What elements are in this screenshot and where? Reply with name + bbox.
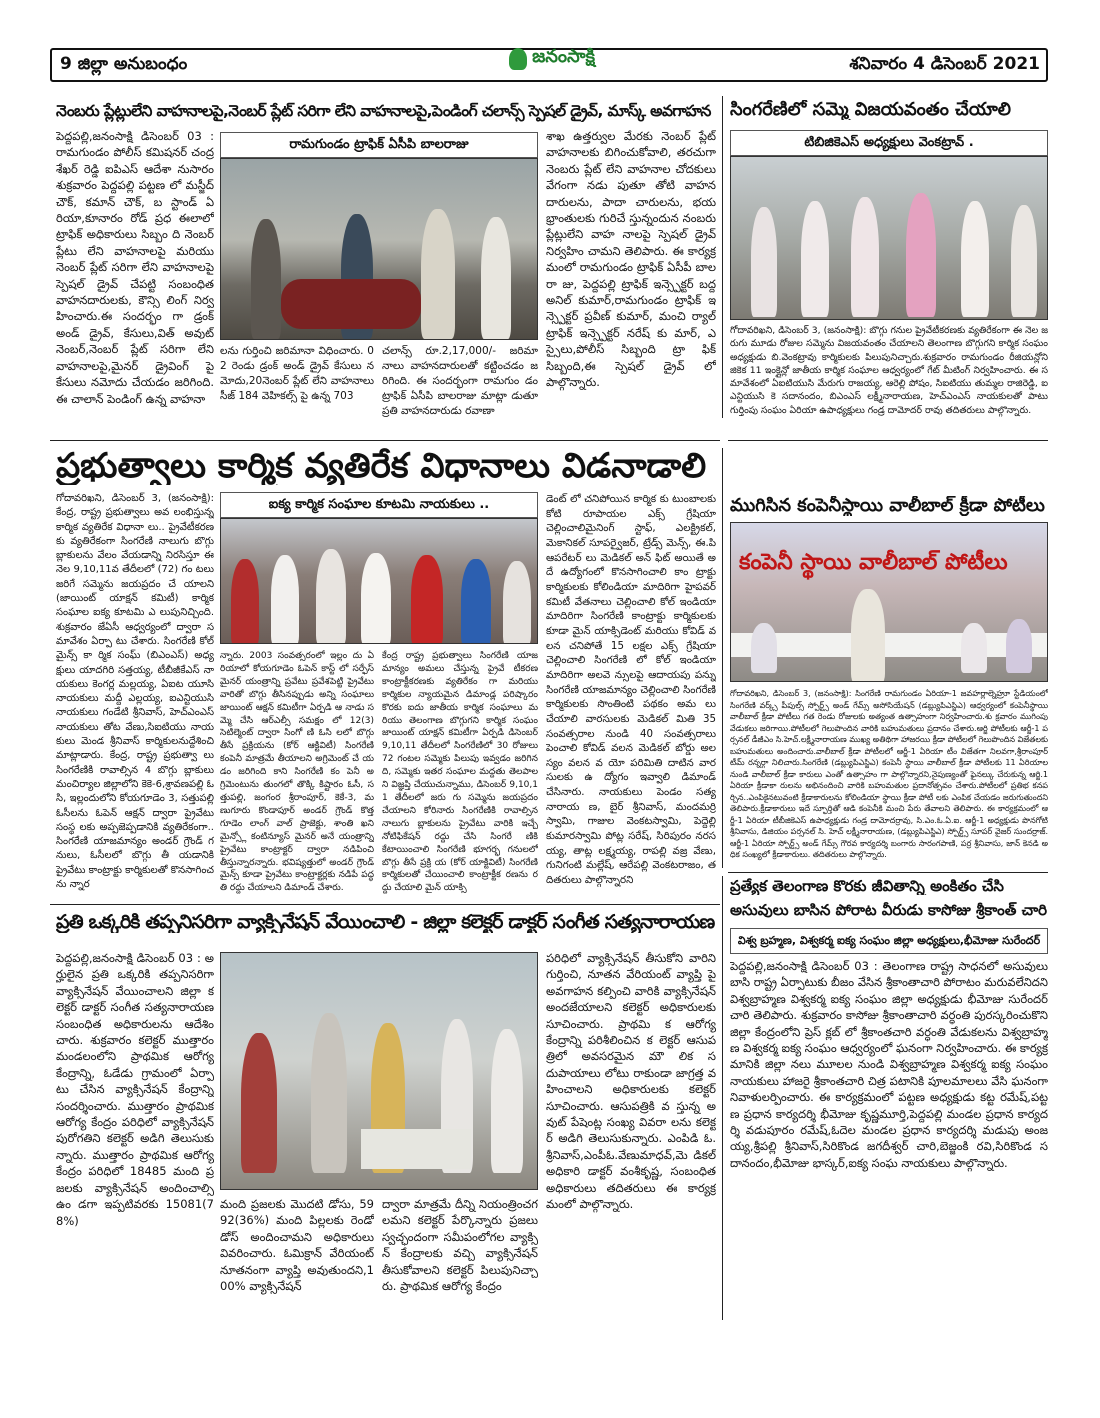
story3-col3: ద్వారా మాత్రమే దీన్ని నియంత్రించగ లమని కలెక్టర్ పేర్కొన్నారు ప్రజలు స్వచ్ఛందంగా సమీపంలోగల వ్యాక్సి న్ కేంద్రాలకు వచ్చి వ్యాక్సినేషన్ తీసుకోవాలని కలెక్టర్ పిలుపునిచ్చా రు. ప్రాథమిక ఆరోగ్య కేంద్రం xyxy=(382,1197,538,1294)
masthead xyxy=(498,46,606,80)
column-divider xyxy=(722,96,723,418)
section-rule xyxy=(50,904,720,905)
story2-union-photo xyxy=(220,518,538,644)
volleyball-headline: ముగిసిన కంపెనీస్థాయి వాలీబాల్ క్రీడా పోటీలు xyxy=(730,496,1045,516)
story1-col2: లను గుర్తించి జరిమానా విధించారు. 02 రెండు డ్రంక్ అండ్ డ్రైవ్ కేసులు నమోదు,20నెంబర్ ప్లేట్ లేని వాహనాలు సీజ్ 184 వెహికల్స్ పై ఉన్న 703 xyxy=(220,345,374,402)
story1-headline: నెంబరు ప్లేట్లులేని వాహనాలపై,నెంబర్ ప్లేట్ సరిగా లేని వాహనాలపై,పెండింగ్ చలాన్స్ స్పెషల్ డ్రైవ్, మాస్క్ అవగాహన xyxy=(56,102,711,120)
srikanth-headline-line2: అసువులు బాసిన పోరాట వీరుడు కాసోజు శ్రీకాంత్ చారి xyxy=(730,902,1048,919)
story3-vaccine-photo xyxy=(220,952,538,1190)
story2-photo-caption: ఐక్య కార్మిక సంఘాల కూటమి నాయకులు .. xyxy=(220,492,538,518)
story1-col1: పెద్దపల్లి,జనంసాక్షి డిసెంబర్ 03 : రామగుండం పోలీస్ కమిషనర్ చంద్రశేఖర్ రెడ్డి ఐపిఎస్ ఆదేశా నుసారం శుక్రవారం పెద్దపల్లి పట్టణ లో మస్జీద్ చౌక్, కమాన్ చౌక్, బ స్టాండ్ ఏరియా,కూనారం రోడ్ ప్రధ ఈలాలో ట్రాఫిక్ అధికారులు సిబ్బం ది నెంబర్ ప్లేటు లేని వాహనాలపై మరియు నెంబర్ ప్లేట్ సరిగా లేని వాహనాలపై స్పెషల్ డ్రైవ్ చేపట్టి సంబంధిత వాహనదారులకు, కౌన్సి లింగ్ నిర్వహించారు.ఈ సందర్భం గా డ్రంక్ అండ్ డ్రైవ్, కేసులు,విత్ అవుట్ నెంబర్,నెంబర్ ప్లేట్ సరిగా లేని వాహనాలపై,మైనర్ డ్రైవింగ్ పై కేసులు నమోదు చేయడం జరిగింది. ఈ చాలాన్ పెండింగ్ ఉన్న వాహనా xyxy=(56,129,214,406)
story3-headline: ప్రతి ఒక్కరికి తప్పనిసరిగా వ్యాక్సినేషన్ వేయించాలి - జిల్లా కలెక్టర్ డాక్టర్ సంగీత సత్యనారాయణ xyxy=(56,912,715,933)
srikanth-body: పెద్దపల్లి,జనంసాక్షి డిసెంబర్ 03 : తెలంగాణ రాష్ట్ర సాధనలో అసువులు బాసి రాష్ట్ర ఏర్పాటుకు బీజం వేసిన శ్రీకాంతాచారి పోరాటం మరువలేనిదని విశ్వబ్రాహ్మణ విశ్వకర్మ ఐక్య సంఘం జిల్లా అధ్యక్షుడు భీమోజు సురేందర్ చారి తెలిపారు. శుక్రవారం కాసోజు శ్రీకాంతాచారి వర్ధంతి పురస్కరించుకొని జిల్లా కేంద్రంలోని ప్రెస్ క్లబ్ లో శ్రీకాంతచారి వర్ధంతి వేడుకలను విశ్వబ్రాహ్మణ విశ్వకర్మ ఐక్య సంఘం ఆధ్వర్యంలో ఘనంగా నిర్వహించారు. ఈ కార్యక్రమానికి జిల్లా నలు మూలల నుండి విశ్వబ్రాహ్మణ విశ్వకర్మ ఐక్య సంఘం నాయకులు హాజరై శ్రీకాంతచారి చిత్ర పటానికి పూలమాలలు వేసి ఘనంగా నివాళులర్పించారు. ఈ కార్యక్రమంలో పట్టణ అధ్యక్షుడు కట్ట రమేష్,పట్టణ ప్రధాన కార్యదర్శి భీమోజు కృష్ణమూర్తి,పెద్దపల్లి మండల ప్రధాన కార్యదర్శి వడుపూరం రమేష్,ఓదెల మండల ప్రధాన కార్యదర్శి మడుపు అంజయ్య,శ్రీపల్లి శ్రీనివాస్,సిరికొండ జగదీశ్వర్ చారి,బెజ్జంకి రవి,సిరికొండ సదానందం,భీమోజు భాస్కర్,ఐక్య సంఘ నాయకులు పాల్గొన్నారు. xyxy=(730,959,1048,1170)
srikanth-headline-line1: ప్రత్యేక తెలంగాణ కొరకు జీవితాన్ని అంకితం చేసి xyxy=(730,878,1004,895)
volleyball-body: గోదావరిఖని, డిసెంబర్ 3, (జనంసాక్షి): సింగరేణి రామగుండం ఏరియా-1 జవహర్లాల్నెహ్రూ స్టేడియంలో సింగరేణి వర్క్స్ పీపుల్స్ స్పోర్ట్స్ అండ్ గేమ్స్ అసోసియేషన్ (డబ్ల్యుపిఎస్జిఎ) ఆధ్వర్యంలో కంపెనీస్థాయి వాలీబాల్ క్రీడా పోటీలు గత రెండు రోజులకు అత్యంత ఉత్సాహంగా నిర్వహించారు.శు క్రవారం ముగింపు వేడుకలు జరిగాయి.పోటీలలో గెలుపొందిన వారికి బహుమతులు ప్రదానం చేశారు.ఆర్జి పోటీలకు ఆర్జీ-1 పర్సనల్ డీజీఎం సి.హెచ్.లక్ష్మీనారాయణ ముఖ్య అతిథిగా హాజరయి క్రీడా పోటీలలో గెలుపొందిన విజేతలకు బహుమతులు అందించారు.వాలీబాల్ క్రీడా పోటీలలో ఆర్జీ-1 ఏరియా టీం విజేతగా నిలవగా,శ్రీరాంపూర్ టీమ్ రన్నర్గా నిలిచారు.సింగరేణి (డబ్ల్యుపిఎస్జిఎ) కంపెనీ స్థాయి వాలీబాల్ క్రీడా పోటీలకు 11 ఏరియాల నుండి వాలీబాల్ క్రీడా కారులు ఎంతో ఉత్సాహం గా పాల్గొన్నారని,నైపుణ్యంతో ఫైనల్కు చేరుకున్న ఆర్జి.1 ఏరియా క్రీడాకా రులను అభినందించి వారికి బహుమతుల ప్రదానోత్సవం చేశారు.పోటీలలో ప్రతిభ కనపర్చిన..ఎంపికైనటువంటి క్రీడాకారులను కోలిండియా స్థాయి క్రీడా పోటీ లకు ఎంపిక చేయడం జరుగుతుందని తెలిపారు.క్రీడాకారులు ఇదే స్ఫూర్తితో ఆడి కంపెనీకి మంచి పేరు తేవాలని తెలిపారు. ఈ కార్యక్రమంలో ఆర్జీ-1 ఏరియా టీబీజికెఎస్ ఉపాధ్యక్షుడు గండ్ర దామోదర్రావు, సి.ఎం.ఓ.ఏ.ఐ. ఆర్జీ-1 అధ్యక్షుడు పొనగోటి శ్రీనివాసు, డిజియం పర్సనల్ సి. హెచ్ లక్ష్మీనారాయణ, (డబ్ల్యుపిఎస్జిఎ) స్పోర్ట్స్ సూపర్ వైజర్ సుందర్రాజ్. ఆర్జీ-1 ఏరియా స్పోర్ట్స్ అండ్ గేమ్స్ గౌరవ కార్యదర్శి బంగారు సారంగపాణి, పర్ర శ్రీనివాసు, జాన్ కెనడి అధిక సంఖ్యలో క్రీడాకారులు. తదితరులు పాల్గొన్నారు. xyxy=(730,689,1048,859)
volleyball-photo xyxy=(730,522,1048,682)
story3-col1: పెద్దపల్లి,జనంసాక్షి డిసెంబర్ 03 : అర్హులైన ప్రతి ఒక్కరికి తప్పనిసరిగా వ్యాక్సినేషన్ వేయించాలని జిల్లా క లెక్టర్ డాక్టర్ సంగీత సత్యనారాయణ సంబంధిత అధికారులను ఆదేశిం చారు. శుక్రవారం కలెక్టర్ ముత్తారం మండలంలోని ప్రాథమిక ఆరోగ్య కేంద్రాన్ని, ఓడేడు గ్రామంలో ఏర్పా టు చేసిన వ్యాక్సినేషన్ కేంద్రాన్ని సందర్శించారు. ముత్తారం ప్రాథమిక ఆరోగ్య కేంద్రం పరిధిలో వ్యాక్సినేషన్ పురోగతిని కలెక్టర్ అడిగి తెలుసుకు న్నారు. ముత్తారం ప్రాథమిక ఆరోగ్య కేంద్రం పరిధిలో 18485 మంది ప్ర జలకు వ్యాక్సినేషన్ అందించాల్సి ఉం డగా ఇప్పటివరకు 15081(78%) xyxy=(56,951,214,1228)
singareni-photo xyxy=(730,156,1048,320)
volleyball-banner-text: కంపెనీ స్థాయి వాలీబాల్ పోటీలు xyxy=(739,550,1008,575)
masthead-logo-icon xyxy=(509,48,527,70)
story1-photo-caption: రామగుండం ట్రాఫిక్ ఏసీపి బాలరాజు xyxy=(220,132,538,158)
srikanth-caption: విశ్వ బ్రహ్మణ, విశ్వకర్మ ఐక్య సంఘం జిల్లా అధ్యక్షులు,భీమోజు సురేందర్ xyxy=(730,928,1048,954)
masthead-title: జనంసాక్షి xyxy=(532,46,595,67)
issue-date: శనివారం 4 డిసెంబర్ 2021 xyxy=(849,54,1040,74)
column-divider xyxy=(722,448,723,868)
vaccine-table xyxy=(361,1129,471,1169)
section-rule xyxy=(50,440,720,441)
singareni-body: గోదావరిఖని, డిసెంబర్ 3, (జనంసాక్షి): బొగ్గు గనుల ప్రైవేటీకరణకు వ్యతిరేకంగా ఈ నెల జరుగు మూడు రోజుల సమ్మెను విజయవంతం చేయాలని తెలంగాణ బొగ్గుగని కార్మిక సంఘం అధ్యక్షుడు బి.వెంకట్రావు కార్మికులకు పిలుపునిచ్చారు.శుక్రవారం రామగుండం రీజియన్లోని జికెక 11 ఇంక్లైన్లో జాతీయ కార్మిక సంఘాల ఆధ్వర్యంలో గేట్ మీటింగ్ నిర్వహించారు. ఈ సమావేశంలో ఏఐటియుసి మేరుగు రాజయ్య, ఆరెల్లి పోషం, సిఐటియు తుమ్మల రాజిరెడ్డి, ఐఎన్టియుసి కె సదానందం, బిఎంఎస్ లక్ష్మీనారాయణ, హెచ్ఎంఎస్ నాయకులతో పాటు గుర్తింపు సంఘం ఏరియా ఉపాధ్యక్షులు గండ్ర దామోదర్ రావు తదితరులు పాల్గొన్నారు. xyxy=(730,325,1048,416)
story1-col3: చలాన్స్ రూ.2,17,000/- జరిమా నాలు వాహనదారులతో కట్టించడం జరిగింది. ఈ సందర్భంగా రామగుం డం ట్రాఫిక్ ఏసీపి బాలరాజు మాట్లా డుతూ ప్రతి వాహనదారుడు రవాణా xyxy=(382,345,538,417)
story2-col1: గోదావరిఖని, డిసెంబర్ 3, (జనంసాక్షి): కేంద్ర, రాష్ట్ర ప్రభుత్వాలు అవ లంభిస్తున్న కార్మిక వ్యతిరేక విధానా లు.. ప్రైవేటీకరణకు వ్యతిరేకంగా సింగరేణి నాలుగు బొగ్గు బ్లాకులను వేలం వేయడాన్ని నిరసిస్తూ ఈ నెల 9,10,11వ తేదీలలో (72) గం టలు జరిగే సమ్మెను జయప్రదం చే యాలని (జాయింట్ యాక్షన్ కమిటీ) కార్మిక సంఘాల ఐక్య కూటమి ఎ లుపునిచ్చింది.శుక్రవారం జేఏసీ ఆధ్వర్యంలో ద్వారా సమావేశం ఏర్పా టు చేశారు. సింగరేణి కోల్ మైన్స్ కా ర్మిక సంఘ్ (బిఎంఎస్) అధ్యక్షులు యాదగిరి సత్తయ్య, టీబీజీకేఎస్ నా యకులు కెంగర్ల మల్లయ్య, ఏఐట యూసి నాయకులు మద్దీ ఎల్లయ్య, ఐఎన్టియుసి నాయకులు గండేటి శ్రీనివాస్, హెచ్ఎంఎస్ నాయకులు తోట వేణు,సిఐటియు నాయకులు మెండ శ్రీనివాస్ కార్మికులనుద్దేశించి మాట్లాడారు. కేంద్ర, రాష్ట్ర ప్రభుత్వా లు సింగరేణికి రావాల్సిన 4 బొగ్గు బ్లాకులు మంచిర్యాల జిల్లాలోని కెకె-6,శ్రావణపల్లి ఓసి, ఇల్లందులోని కోయగూడెం 3, సత్తుపల్లి ఓసీలను ఓపెన్ ఆక్షన్ ద్వారా ప్రైవేటు సంస్థ లకు అప్పజెప్పడానికి వ్యతిరేకంగా.. సింగరేణి యాజమాన్యం అండర్ గ్రౌండ్ గనులు, ఓసీలలో బొగ్గు తీ యడానికి ప్రైవేటు కాంట్రాక్టు కార్మికులతో కొనసాగించను న్నార xyxy=(56,493,214,891)
story1-traffic-photo xyxy=(220,158,538,340)
section-rule xyxy=(728,440,1048,441)
page-number-section: 9 జిల్లా అనుబంధం xyxy=(60,54,188,74)
singareni-photo-caption: టిబిజికెఎస్ అధ్యక్షులు వెంకట్రావ్ . xyxy=(730,130,1048,156)
column-divider xyxy=(722,876,723,1320)
story2-headline: ప్రభుత్వాలు కార్మిక వ్యతిరేక విధానాలు విడనాడాలి xyxy=(56,448,707,486)
story2-col2: న్నారు. 2003 సంవత్సరంలో ఇల్లం దు ఏరియాలో కోయగూడెం ఓపెన్ కాస్ట్ లో సర్ఫేస్ మైనర్ యంత్రాన్ని ప్రవేటు ప్రవేశపెట్టి ప్రైవేటు వారితో బొగ్గు తీసినప్పుడు అన్ని సంఘాలు జాయింట్ ఆక్షన్ కమిటీగా ఏర్పడి ఆ నాడు సమ్మె చేసి ఆర్ఎల్సీ సమక్షం లో 12(3) సెటిల్మెంట్ ద్వారా సింగో ణి ఓసి లలో బొగ్గు తీసే ప్రక్రియను (కోర్ ఆక్టివిటీ) సింగరేణి కంపెనీ మాత్రమే తీయాలని అగ్రిమెంట్ చే యడం జరిగింది కాని సింగరేణి కం పెనీ అగ్రిమెంటును తుంగలో తొక్కి కిష్టారం ఓసీ, సత్తుపల్లి, జంగంర శ్రీరాంపూర్, కెకే-3, మణుగూరు కొండాపూర్ అండర్ గ్రౌండ్ కొత్త గూడెం లాంగ్ వాల్ ప్రాజెక్టు, శాంతి ఖని మైన్స్లో కంటిన్యూస్ మైనర్ అనే యంత్రాన్ని ప్రైవేటు కాంట్రాక్టర్ ద్వారా నడిపించి తీస్తున్నారన్నారు. భవిష్యత్తులో అండర్ గ్రౌండ్ మైన్స్ కూడా ప్రైవేటు కాంట్రాక్టర్లకు నడిపే పద్ధతి రద్దు చేయాలని డిమాండ్ చేశారు. xyxy=(220,651,374,894)
story3-col4: పరిధిలో వ్యాక్సినేషన్ తీసుకోని వారిని గుర్తించి, నూతన వేరియంట్ వ్యాప్తి పై అవగాహన కల్పించి వారికి వ్యాక్సినేషన్ అందజేయాలని కలెక్టర్ అధికారులకు సూచించారు. ప్రాథమి క ఆరోగ్య కేంద్రాన్ని పరిశీలించిన క లెక్టర్ ఆసుపత్రిలో అవసరమైన మౌ లిక సదుపాయాలు లోటు రాకుండా జాగ్రత్త వహించాలని అధికారులకు కలెక్టర్ సూచించారు. ఆసుపత్రికి వ స్తున్న అవుట్ పేషెంట్ల సంఖ్య వివరా లను కలెక్టర్ అడిగి తెలుసుకున్నారు. ఎంపిడి ఓ.శ్రీనివాస్,ఎంపీఓ.వేణుమాధవ్,మె డికల్ అధికారి డాక్టర్ వంశీకృష్ణ, సంబంధిత అధికారులు తదితరులు ఈ కార్యక్రమంలో పాల్గొన్నారు. xyxy=(546,951,716,1212)
story2-col4: డెంట్ లో చనిపోయిన కార్మిక కు టుంబాలకు కోటి రూపాయల ఎక్స్ గ్రేషియా చెల్లించాలిమైనింగ్ స్టాఫ్, ఎలక్ట్రికల్, మెకానికల్ సూపర్వైజర్, ట్రేడ్స్ మెన్స్, ఈ.పి ఆపరేటర్ లు మెడికల్ అన్ ఫిట్ అయితే అదే ఉద్యోగంలో కొనసాగించాలి కాం ట్రాక్టు కార్మికులకు కోలిండియా మాదిరిగా హైపవర్ కమిటీ వేతనాలు చెల్లించాలి కోల్ ఇండియా మాదిరిగా సింగరేణి కాంట్రాక్టు కార్మికులకు కూడా మైన్ యాక్సిడెంట్ మరియు కోవిడ్ వలన చనిపోతే 15 లక్షల ఎక్స్ గ్రేషియా చెల్లించాలి సింగరేణి లో కోల్ ఇండియా మాదిరిగా అలవె న్సులపై ఆదాయపు పన్ను సింగరేణి యాజమాన్యం చెల్లించాలి సింగరేణి కార్మికులకు సొంతింటి పథకం అమ లు చేయాలి వారసులకు మెడికల్ మితి 35 సంవత్సరాల నుండి 40 సంవత్సరాలు పెంచాలి కోవిడ్ వలన మెడికల్ బోర్డు అలస్యం వలన వ యో పరిమితి దాటిన వారసులకు ఉ ద్యోగం ఇవ్వాలి డిమాండ్ చేసినారు. నాయకులు పెండం సత్యనారాయ ణ, బైర్ శ్రీనివాస్, మందమర్రి స్వామి, గాజుల వెంకటస్వామి, పెద్దెల్లి కుమారస్వామి పోట్ల సరేష్, సిరిపురం నరసయ్య, తాట్ల లక్ష్మయ్య, రాపల్లి వజ్ర వేణు, గునిగంటి మల్లేష్, ఆరేపల్లి వెంకటరాజం, తదితరులు పాల్గొన్నారని xyxy=(546,493,716,887)
story1-col4: శాఖ ఉత్తర్వుల మేరకు నెంబర్ ప్లేట్ వాహనాలకు బిగించుకోవాలి, తరచుగా నెంబరు ప్లేట్ లేని వాహనాల చోదకులు వేగంగా నడు పుతూ తోటి వాహనదారులను, పాదా చారులను, భయభ్రాంతులకు గురిచే స్తున్నందున నంబరు ప్లేట్లులేని వాహ నాలపై స్పెషల్ డ్రైవ్ నిర్వహిం చామని తెలిపారు. ఈ కార్యక్రమంలో రామగుండం ట్రాఫిక్ ఏసీపీ బాలరా జు, పెద్దపల్లి ట్రాఫిక్ ఇన్స్పెక్టర్ బద్ద అనిల్ కుమార్,రామగుండం ట్రాఫిక్ ఇన్స్పెక్టర్ ప్రవీణ్ కుమార్, మంచి ర్యాల్ ట్రాఫిక్ ఇన్స్పెక్టర్ నరేష్ కు మార్, ఎస్సైలు,పోలీస్ సిబ్బంది ట్రా ఫిక్ సిబ్బంది,ఈ స్పెషల్ డ్రైవ్ లో పాల్గొన్నారు. xyxy=(546,129,716,390)
section-rule xyxy=(728,872,1048,873)
singareni-headline: సింగరేణిలో సమ్మె విజయవంతం చేయాలి xyxy=(730,100,1011,120)
story2-col3: కేంద్ర రాష్ట్ర ప్రభుత్వాలు సింగరేణి యాజమాన్యం అమలు చేస్తున్న ప్రైవే టీకరణ కాంట్రాక్టీకరణకు వ్యతిరేకం గా మరియు కార్మికుల న్యాయమైన డిమాండ్ల పరిష్కారం కొరకు ఐదు జాతీయ కార్మిక సంఘాలు మరియు తెలంగాణ బొగ్గుగని కార్మిక సంఘం జాయింట్ యాక్షన్ కమిటీగా ఏర్పడి డిసెంబర్ 9,10,11 తేదీలలో సింగరేణిలో 30 రోజులు 72 గంటల సమ్మెకు పిలుపు ఇవ్వడం జరిగినది, సమ్మెకు ఇతర సంఘాల మద్దతు తెలపాలని విజ్ఞప్తి చేయుచున్నాము, డిసెంబర్ 9,10,11 తేదీలలో జరు గు సమ్మెను జయప్రదం చేయాలని కోరినారు సింగరేణికి రావాల్సిన నాలుగు బ్లాకులను ప్రైవేటు వారికి ఇచ్చే నోటిఫికేషన్ రద్దు చేసి సింగరే ణికి కేటాయించాలి సింగరేణి భూగర్భ గనులలో బొగ్గు తీసే ప్రక్రి య (కోర్ యాక్టివిటీ) సింగరేణి కార్మికులతో చేయించాలి కాంట్రాక్టీక రణను రద్దు చేయాలి మైన్ యాక్సి xyxy=(382,651,538,894)
story3-col2: మంది ప్రజలకు మొదటి డోసు, 5992(36%) మంది పిల్లలకు రెండో డోస్ అందించామని అధికారులు వివరించారు. ఓమిక్రాన్ వేరియంట్ నూతనంగా వ్యాప్తి అవుతుందని,100% వ్యాక్సినేషన్ xyxy=(220,1197,374,1294)
table-cloth xyxy=(731,633,1048,657)
